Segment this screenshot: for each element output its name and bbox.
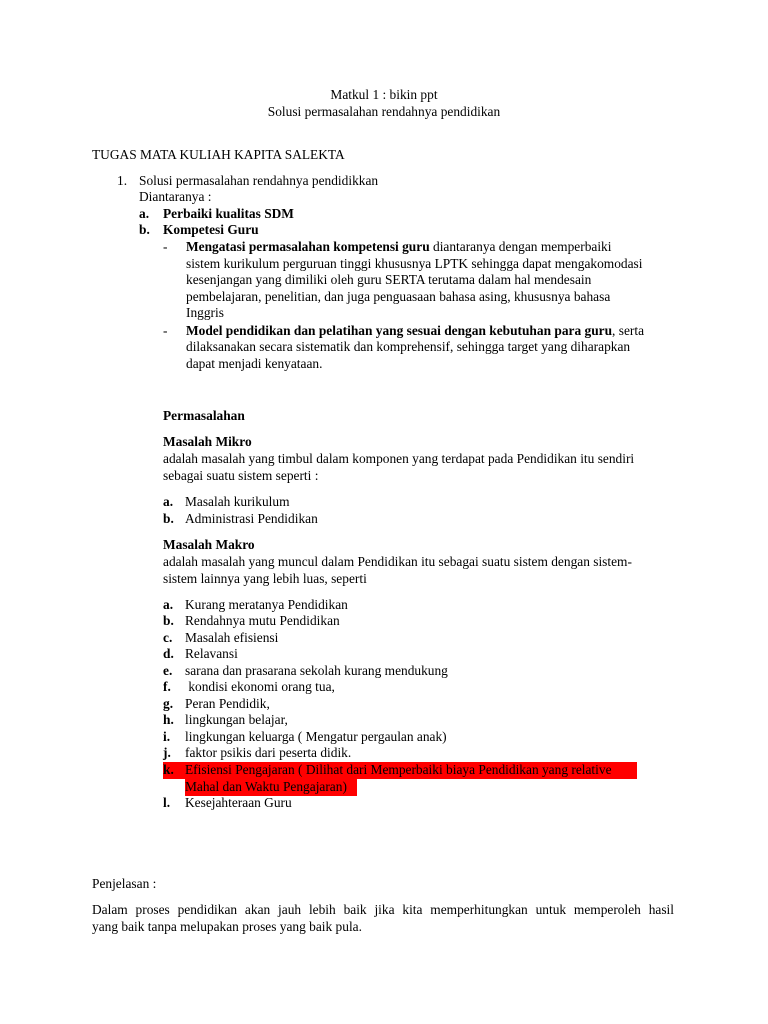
bullet-text: pembelajaran, penelitian, dan juga penguasaan bahasa asing, khususnya bahasa bbox=[186, 289, 611, 304]
subheading-makro: Masalah Makro bbox=[163, 537, 255, 552]
list-marker: l. bbox=[163, 795, 171, 810]
list-item-text: Masalah kurikulum bbox=[185, 494, 290, 509]
list-marker: h. bbox=[163, 712, 174, 727]
bullet-text: , serta bbox=[612, 323, 645, 338]
section-intro: Diantaranya : bbox=[139, 189, 212, 204]
bullet-text: dilaksanakan secara sistematik dan komprehensif, sehingga target yang diharapkan bbox=[186, 339, 631, 354]
list-marker: b. bbox=[163, 613, 174, 628]
list-item-text: lingkungan belajar, bbox=[185, 712, 288, 727]
list-marker: a. bbox=[163, 597, 174, 612]
list-item-text: Kompetesi Guru bbox=[163, 222, 259, 237]
makro-description: adalah masalah yang muncul dalam Pendidikan itu sebagai suatu sistem dengan sistem- bbox=[163, 554, 632, 569]
list-marker: f. bbox=[163, 679, 171, 694]
list-item-highlighted bbox=[163, 762, 637, 779]
list-item-text: Perbaiki kualitas SDM bbox=[163, 206, 294, 221]
header-line-1: Matkul 1 : bikin ppt bbox=[330, 87, 438, 102]
list-item-text: sarana dan prasarana sekolah kurang mendukung bbox=[185, 663, 448, 678]
list-marker: k. bbox=[163, 762, 174, 777]
list-item-continuation: Mahal dan Waktu Pengajaran) bbox=[185, 779, 357, 796]
bullet-text: kesenjangan yang dimiliki oleh guru SERTA terutama dalam hal mendesain bbox=[186, 272, 592, 287]
penjelasan-label: Penjelasan : bbox=[92, 876, 157, 891]
list-marker: e. bbox=[163, 663, 173, 678]
list-marker: j. bbox=[163, 745, 171, 760]
section-heading: Solusi permasalahan rendahnya pendidikkan bbox=[139, 173, 379, 188]
list-item-text: Masalah efisiensi bbox=[185, 630, 279, 645]
bullet-bold-text: Model pendidikan dan pelatihan yang sesuai dengan kebutuhan para guru bbox=[186, 323, 613, 338]
penjelasan-paragraph-line: Dalam proses pendidikan akan jauh lebih baik jika kita memperhitungkan untuk memperoleh hasil bbox=[92, 902, 674, 917]
list-item-text: faktor psikis dari peserta didik. bbox=[185, 745, 352, 760]
subheading-mikro: Masalah Mikro bbox=[163, 434, 252, 449]
list-marker: i. bbox=[163, 729, 171, 744]
list-item-text: kondisi ekonomi orang tua, bbox=[185, 679, 335, 694]
list-item-text: lingkungan keluarga ( Mengatur pergaulan anak) bbox=[185, 729, 447, 744]
list-marker: c. bbox=[163, 630, 173, 645]
list-marker: b. bbox=[163, 511, 174, 526]
bullet-first-line bbox=[186, 239, 611, 256]
list-item-text: Kurang meratanya Pendidikan bbox=[185, 597, 348, 612]
section-number: 1. bbox=[117, 173, 128, 188]
list-item-text: Administrasi Pendidikan bbox=[185, 511, 318, 526]
dash-marker: - bbox=[163, 239, 168, 254]
penjelasan-paragraph-line: yang baik tanpa melupakan proses yang baik pula. bbox=[92, 919, 362, 934]
list-item-text: Kesejahteraan Guru bbox=[185, 795, 292, 810]
list-item-text: Peran Pendidik, bbox=[185, 696, 270, 711]
list-item-text: Rendahnya mutu Pendidikan bbox=[185, 613, 340, 628]
bullet-text: dapat menjadi kenyataan. bbox=[186, 356, 323, 371]
bullet-first-line bbox=[186, 323, 644, 340]
list-item-text: Efisiensi Pengajaran ( Dilihat dari Memperbaiki biaya Pendidikan yang relative bbox=[185, 762, 612, 777]
list-item-text: Relavansi bbox=[185, 646, 238, 661]
bullet-text: Inggris bbox=[186, 305, 224, 320]
list-marker: a. bbox=[163, 494, 174, 509]
section-heading-permasalahan: Permasalahan bbox=[163, 408, 245, 423]
makro-description: sistem lainnya yang lebih luas, seperti bbox=[163, 571, 367, 586]
document-title: TUGAS MATA KULIAH KAPITA SALEKTA bbox=[92, 147, 345, 162]
list-marker: d. bbox=[163, 646, 174, 661]
mikro-description: sebagai suatu sistem seperti : bbox=[163, 468, 319, 483]
bullet-text: diantaranya dengan memperbaiki bbox=[429, 239, 612, 254]
header-line-2: Solusi permasalahan rendahnya pendidikan bbox=[267, 104, 501, 119]
dash-marker: - bbox=[163, 323, 168, 338]
list-marker: a. bbox=[139, 206, 150, 221]
list-marker: g. bbox=[163, 696, 174, 711]
list-marker: b. bbox=[139, 222, 150, 237]
bullet-bold-text: Mengatasi permasalahan kompetensi guru bbox=[186, 239, 430, 254]
bullet-text: sistem kurikulum perguruan tinggi khususnya LPTK sehingga dapat mengakomodasi bbox=[186, 256, 643, 271]
mikro-description: adalah masalah yang timbul dalam komponen yang terdapat pada Pendidikan itu sendiri bbox=[163, 451, 635, 466]
